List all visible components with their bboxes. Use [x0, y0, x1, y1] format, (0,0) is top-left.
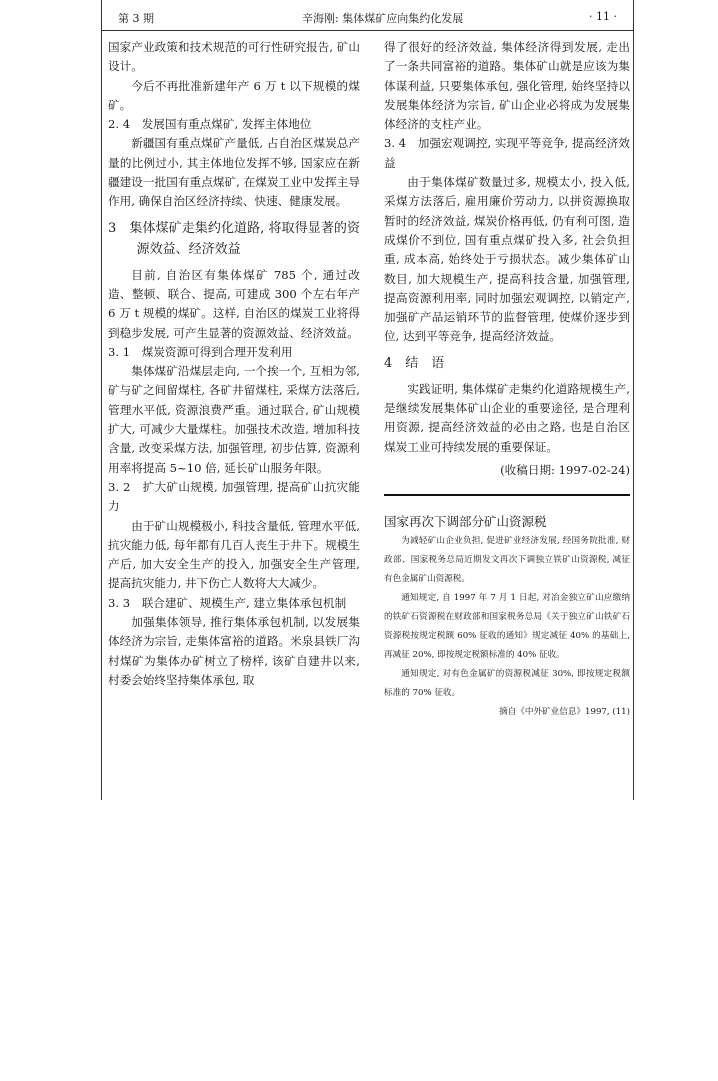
running-title: 辛海刚: 集体煤矿应向集约化发展: [302, 12, 464, 25]
section-heading-3-3: 3. 3 联合建矿、规模生产, 建立集体承包机制: [108, 595, 347, 610]
news-item: [384, 532, 630, 722]
news-source: 摘自《中外矿业信息》1997, (11): [499, 707, 630, 718]
right-column: [384, 38, 630, 722]
news-paragraph: 为减轻矿山企业负担, 促进矿业经济发展, 经国务院批准, 财政部、国家税务总局近期发文再次下调独立铁矿山资源税, 减征有色金属矿山资源税。: [384, 536, 630, 585]
paragraph: 由于集体煤矿数量过多, 规模太小, 投入低, 采煤方法落后, 雇用廉价劳动力, 以拼资源换取暂时的经济效益, 煤炭价格再低, 仍有利可图, 造成煤价不到位, 国有重点煤矿投入多, 社会负担重, 成本高, 始终处于亏损状态。减少集体矿山数目, 加大规模生产, 提高科技含量, 加强管理, 提高资源利用率, 同时加强宏观调控, 以销定产, 加强矿产品运销环节的监督管理, 使煤价逐步到位, 达到平等竞争, 提高经济效益。: [384, 175, 630, 344]
issue-number: 第 3 期: [118, 12, 154, 25]
page-frame-left-rule: [101, 0, 102, 800]
section-heading-3-4: 3. 4 加强宏观调控, 实现平等竞争, 提高经济效益: [384, 136, 630, 170]
page-number: · 11 ·: [589, 10, 617, 23]
section-heading-3-2: 3. 2 扩大矿山规模, 加强管理, 提高矿山抗灾能力: [108, 479, 360, 514]
running-header: [102, 0, 633, 31]
section-heading-4: 4 结 语: [384, 355, 445, 371]
section-heading-3-1: 3. 1 煤炭资源可得到合理开发利用: [108, 344, 293, 359]
paragraph: 国家产业政策和技术规范的可行性研究报告, 矿山设计。: [108, 40, 360, 74]
paragraph: 由于矿山规模极小, 科技含量低, 管理水平低, 抗灾能力低, 每年都有几百人丧生于井下。规模生产后, 加大安全生产的投入, 加强安全生产管理, 提高抗灾能力, 井下伤亡人数将大大减少。: [108, 518, 360, 591]
received-date: (收稿日期: 1997-02-24): [500, 462, 630, 477]
page-frame-right-rule: [633, 0, 634, 800]
paragraph: 今后不再批准新建年产 6 万 t 以下规模的煤矿。: [108, 78, 360, 112]
news-paragraph: 通知规定, 自 1997 年 7 月 1 日起, 对冶金独立矿山应缴纳的铁矿石资源税在财政部和国家税务总局《关于独立矿山铁矿石资源税按规定税额 60% 征收的通知》规定减征 40% 的基础上, 再减征 20%, 即按规定税额标准的 40% 征收。: [384, 593, 630, 661]
paragraph: 集体煤矿沿煤层走向, 一个挨一个, 互相为邻, 矿与矿之间留煤柱, 各矿井留煤柱, 采煤方法落后, 管理水平低, 资源浪费严重。通过联合, 矿山规模扩大, 可减少大量煤柱。加强技术改造, 增加科技含量, 改变采煤方法, 加强管理, 初步估算, 资源利用率将提高 5~10 倍, 延长矿山服务年限。: [108, 364, 360, 475]
section-heading-2-4: 2. 4 发展国有重点煤矿, 发挥主体地位: [108, 117, 312, 132]
news-divider: [384, 494, 630, 496]
news-paragraph: 通知规定, 对有色金属矿的资源税减征 30%, 即按规定税额标准的 70% 征收。: [384, 669, 630, 699]
section-heading-3: 3 集体煤矿走集约化道路, 将取得显著的资源效益、经济效益: [108, 220, 360, 257]
news-title: 国家再次下调部分矿山资源税: [384, 514, 547, 530]
left-column: [108, 38, 360, 690]
paragraph: 得了很好的经济效益, 集体经济得到发展, 走出了一条共同富裕的道路。集体矿山就是应该为集体谋利益, 只要集体承包, 强化管理, 始终坚持以发展集体经济为宗旨, 矿山企业必将成为发展集体经济的支柱产业。: [384, 40, 630, 132]
paragraph: 实践证明, 集体煤矿走集约化道路规模生产, 是继续发展集体矿山企业的重要途径, 是合理利用资源, 提高经济效益的必由之路, 也是自治区煤炭工业可持续发展的重要保证。: [384, 381, 630, 454]
paragraph: 新疆国有重点煤矿产量低, 占自治区煤炭总产量的比例过小, 其主体地位发挥不够, 国家应在新疆建设一批国有重点煤矿, 在煤炭工业中发挥主导作用, 确保自治区经济持续、快速、健康发展。: [108, 136, 360, 209]
paragraph: 目前, 自治区有集体煤矿 785 个, 通过改造、整顿、联合、提高, 可建成 300 个左右年产 6 万 t 规模的煤矿。这样, 自治区的煤炭工业将得到稳步发展, 可产生显著的资源效益、经济效益。: [108, 267, 360, 340]
paragraph: 加强集体领导, 推行集体承包机制, 以发展集体经济为宗旨, 走集体富裕的道路。米泉县铁厂沟村煤矿为集体办矿树立了榜样, 该矿自建井以来, 村委会始终坚持集体承包, 取: [108, 615, 360, 687]
